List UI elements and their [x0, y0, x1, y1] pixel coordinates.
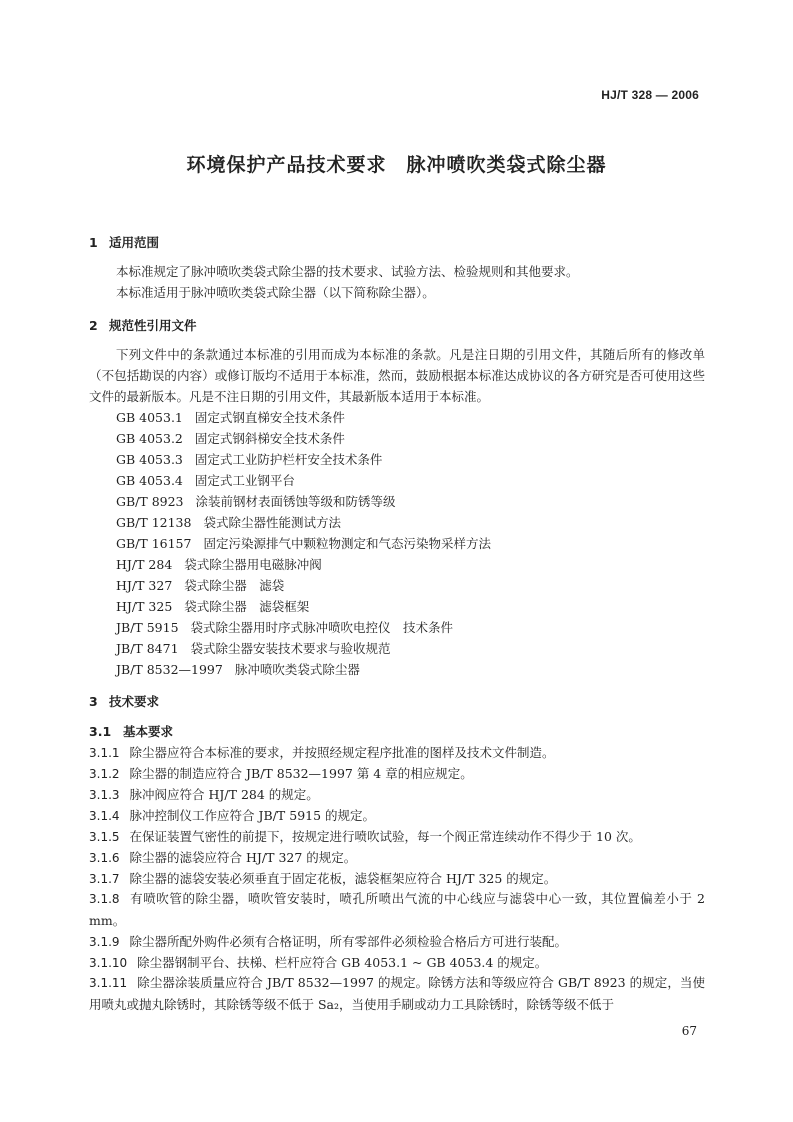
section-2-heading [89, 316, 197, 334]
section-number: 3 [89, 694, 98, 709]
reference-code: JB/T 5915 [116, 620, 179, 635]
reference-title: 固定式工业钢平台 [194, 473, 295, 488]
reference-code: JB/T 8471 [116, 641, 179, 656]
reference-item [116, 408, 345, 426]
reference-code: GB 4053.4 [116, 473, 183, 488]
reference-title: 袋式除尘器性能测试方法 [203, 515, 341, 530]
reference-title: 袋式除尘器安装技术要求与验收规范 [190, 641, 391, 656]
clause-number: 3.1.6 [89, 851, 120, 865]
clause-text: 除尘器钢制平台、扶梯、栏杆应符合 GB 4053.1 ~ GB 4053.4 的规定。 [137, 955, 548, 970]
section-title: 适用范围 [109, 235, 160, 250]
reference-title: 袋式除尘器用电磁脉冲阀 [184, 557, 322, 572]
section-1-heading [89, 233, 159, 251]
clause-text: 除尘器所配外购件必须有合格证明，所有零部件必须检验合格后方可进行装配。 [129, 934, 568, 949]
subsection-heading [89, 722, 173, 740]
clause [89, 785, 319, 803]
clause-number: 3.1.8 [89, 892, 120, 906]
clause [89, 972, 705, 1015]
clause-number: 3.1.11 [89, 976, 128, 990]
reference-title: 固定污染源排气中颗粒物测定和气态污染物采样方法 [203, 536, 491, 551]
reference-title: 固定式钢直梯安全技术条件 [194, 410, 345, 425]
reference-code: GB/T 8923 [116, 494, 184, 509]
clause-text: 除尘器涂装质量应符合 JB/T 8532—1997 的规定。除锈方法和等级应符合 GB/T 8923 的规定，当使用喷丸或抛丸除锈时，其除锈等级不低于 Sa₂，当使用手刷或动力工具除锈时，除锈等级不低于 [89, 975, 705, 1012]
subsection-number: 3.1 [89, 724, 112, 739]
reference-title: 袋式除尘器用时序式脉冲喷吹电控仪 技术条件 [190, 620, 454, 635]
reference-item [116, 639, 391, 657]
reference-item [116, 471, 295, 489]
reference-code: GB 4053.2 [116, 431, 183, 446]
clause [89, 827, 641, 845]
reference-item [116, 429, 345, 447]
clause [89, 869, 556, 887]
clause-text: 在保证装置气密性的前提下，按规定进行喷吹试验，每一个阀正常连续动作不得少于 10 次。 [129, 829, 641, 844]
section-title: 技术要求 [109, 694, 160, 709]
clause-text: 有喷吹管的除尘器，喷吹管安装时，喷孔所喷出气流的中心线应与滤袋中心一致，其位置偏差小于 2 mm。 [89, 891, 705, 928]
reference-item [116, 597, 309, 615]
clause-number: 3.1.5 [89, 830, 120, 844]
clause-number: 3.1.3 [89, 788, 120, 802]
clause-text: 除尘器应符合本标准的要求，并按照经规定程序批准的图样及技术文件制造。 [129, 745, 555, 760]
clause-number: 3.1.4 [89, 809, 120, 823]
reference-code: GB/T 16157 [116, 536, 192, 551]
reference-item [116, 576, 284, 594]
clause-text: 脉冲控制仪工作应符合 JB/T 5915 的规定。 [129, 808, 376, 823]
clause [89, 932, 567, 950]
reference-title: 固定式工业防护栏杆安全技术条件 [194, 452, 383, 467]
reference-code: GB/T 12138 [116, 515, 192, 530]
reference-code: HJ/T 327 [116, 578, 173, 593]
clause [89, 953, 547, 971]
reference-item [116, 513, 341, 531]
clause-text: 除尘器的制造应符合 JB/T 8532—1997 第 4 章的相应规定。 [129, 766, 473, 781]
clause [89, 806, 375, 824]
reference-item [116, 618, 453, 636]
reference-item [116, 534, 491, 552]
section-number: 2 [89, 318, 98, 333]
clause-number: 3.1.10 [89, 956, 128, 970]
reference-code: HJ/T 284 [116, 557, 173, 572]
reference-item [116, 492, 396, 510]
clause-text: 除尘器的滤袋安装必须垂直于固定花板，滤袋框架应符合 HJ/T 325 的规定。 [129, 871, 557, 886]
clause-number: 3.1.1 [89, 746, 120, 760]
clause [89, 848, 356, 866]
reference-title: 脉冲喷吹类袋式除尘器 [234, 662, 360, 677]
clause-number: 3.1.7 [89, 872, 120, 886]
clause [89, 743, 555, 761]
reference-code: HJ/T 325 [116, 599, 173, 614]
reference-title: 固定式钢斜梯安全技术条件 [194, 431, 345, 446]
reference-title: 涂装前钢材表面锈蚀等级和防锈等级 [195, 494, 396, 509]
paragraph: 本标准规定了脉冲喷吹类袋式除尘器的技术要求、试验方法、检验规则和其他要求。 [116, 264, 579, 279]
clause-text: 除尘器的滤袋应符合 HJ/T 327 的规定。 [129, 850, 357, 865]
section-number: 1 [89, 235, 98, 250]
reference-title: 袋式除尘器 滤袋框架 [184, 599, 310, 614]
section-title: 规范性引用文件 [109, 318, 197, 333]
reference-item [116, 450, 382, 468]
reference-title: 袋式除尘器 滤袋 [184, 578, 285, 593]
clause [89, 888, 705, 931]
reference-code: GB 4053.1 [116, 410, 183, 425]
paragraph: 本标准适用于脉冲喷吹类袋式除尘器（以下简称除尘器）。 [116, 285, 435, 300]
subsection-title: 基本要求 [123, 724, 174, 739]
clause-text: 脉冲阀应符合 HJ/T 284 的规定。 [129, 787, 319, 802]
section-3-heading [89, 692, 159, 710]
standard-number: HJ/T 328 — 2006 [601, 88, 699, 102]
paragraph: 下列文件中的条款通过本标准的引用而成为本标准的条款。凡是注日期的引用文件，其随后所有的修改单（不包括勘误的内容）或修订版均不适用于本标准，然而，鼓励根据本标准达成协议的各方研究是否可使用这些文件的最新版本。凡是不注日期的引用文件，其最新版本适用于本标准。 [89, 347, 705, 404]
clause [89, 764, 473, 782]
reference-code: JB/T 8532—1997 [116, 662, 223, 677]
reference-item [116, 660, 360, 678]
reference-code: GB 4053.3 [116, 452, 183, 467]
clause-number: 3.1.9 [89, 935, 120, 949]
document-title: 环境保护产品技术要求 脉冲喷吹类袋式除尘器 [186, 154, 607, 176]
clause-number: 3.1.2 [89, 767, 120, 781]
reference-item [116, 555, 322, 573]
page-number: 67 [681, 1024, 697, 1038]
